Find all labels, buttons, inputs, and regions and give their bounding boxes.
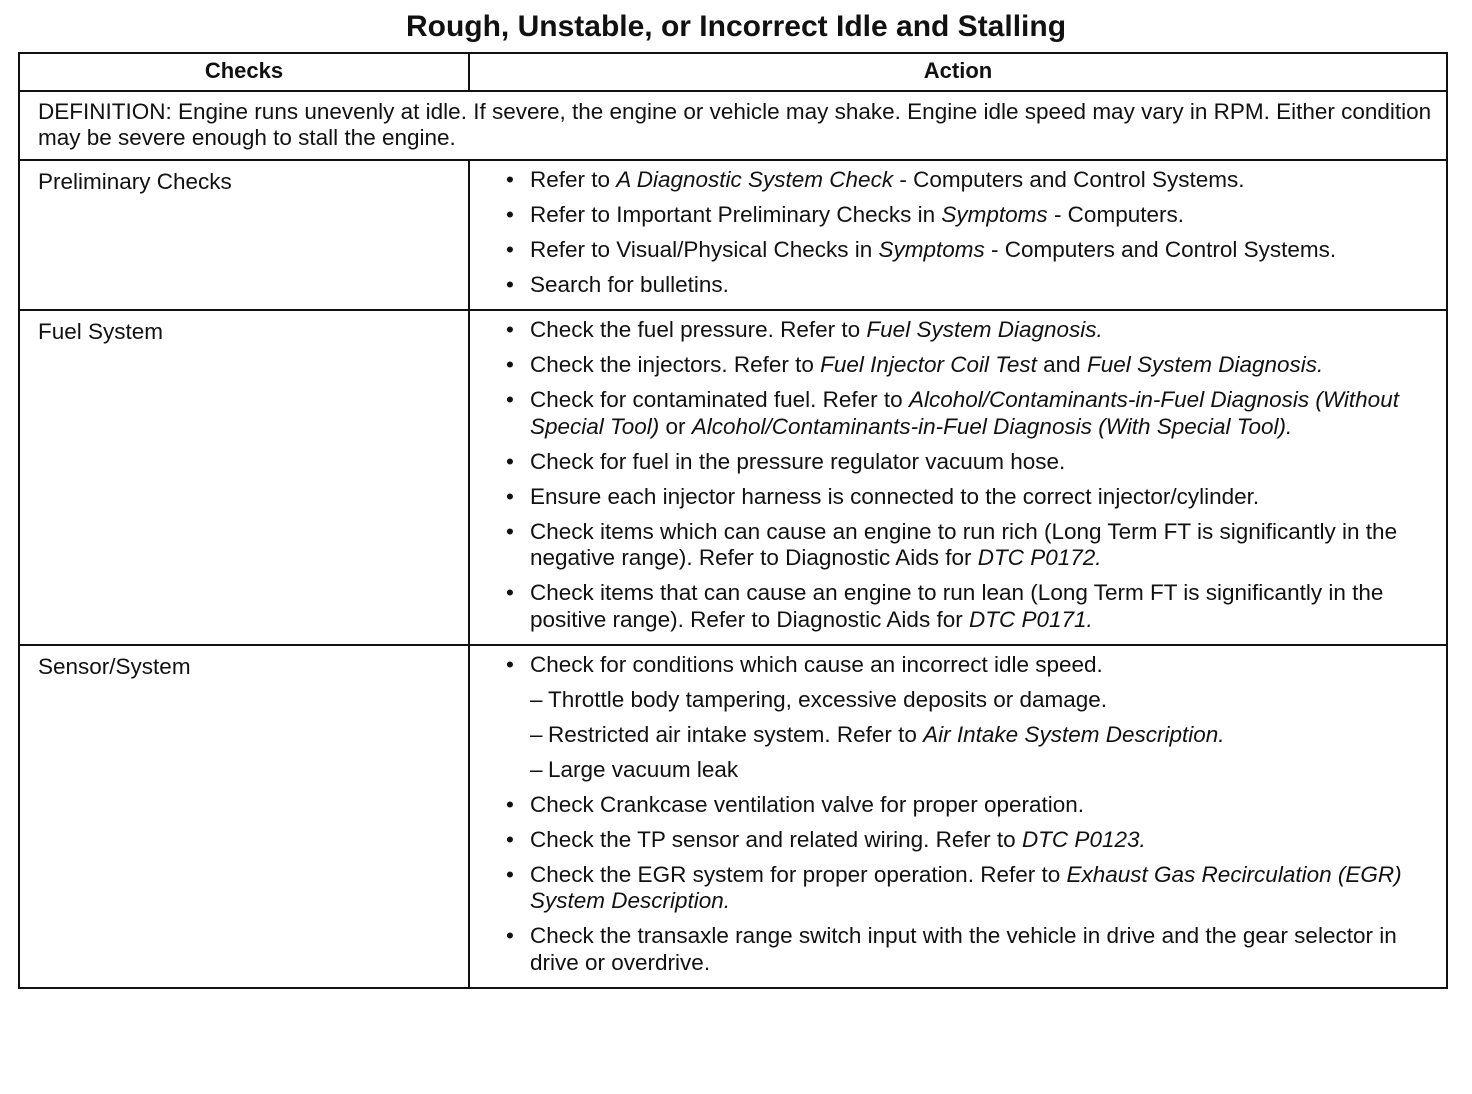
check-label: Preliminary Checks [19,160,469,310]
action-item: • Refer to Visual/Physical Checks in Symptoms - Computers and Control Systems. [506,237,1442,264]
check-label: Fuel System [19,310,469,645]
action-item: • Check the transaxle range switch input with the vehicle in drive and the gear selector in drive or overdrive. [506,923,1442,976]
action-item: • Check Crankcase ventilation valve for proper operation. [506,792,1442,819]
action-item: • Check for conditions which cause an incorrect idle speed. [506,652,1442,679]
action-item: • Check the fuel pressure. Refer to Fuel System Diagnosis. [506,317,1442,344]
action-cell [469,310,1447,645]
action-item: • Check items which can cause an engine to run rich (Long Term FT is significantly in the negative range). Refer to Diagnostic Aids for DTC P0172. [506,519,1442,572]
action-item: • Refer to Important Preliminary Checks in Symptoms - Computers. [506,202,1442,229]
section-row-fuel-system [19,310,1447,645]
action-cell [469,160,1447,310]
action-item: • Check the injectors. Refer to Fuel Injector Coil Test and Fuel System Diagnosis. [506,352,1442,379]
definition-text: DEFINITION: Engine runs unevenly at idle. If severe, the engine or vehicle may shake. Engine idle speed may vary in RPM. Either condition may be severe enough to stall the engine. [19,91,1447,160]
action-item: • Check the EGR system for proper operation. Refer to Exhaust Gas Recirculation (EGR) System Description. [506,862,1442,915]
action-item: • Check the TP sensor and related wiring. Refer to DTC P0123. [506,827,1442,854]
action-list [506,652,1442,977]
action-item: • Check items that can cause an engine to run lean (Long Term FT is significantly in the positive range). Refer to Diagnostic Aids for DTC P0171. [506,580,1442,633]
action-item: • Refer to A Diagnostic System Check - Computers and Control Systems. [506,167,1442,194]
definition-row [19,91,1447,160]
action-list [506,317,1442,633]
action-item: • Search for bulletins. [506,272,1442,299]
page-title: Rough, Unstable, or Incorrect Idle and Stalling [405,10,1067,43]
section-row-sensor-system [19,645,1447,988]
action-item: • Ensure each injector harness is connected to the correct injector/cylinder. [506,484,1442,511]
diagnostic-table [18,52,1448,989]
action-list [506,167,1442,299]
action-sub-item: – Throttle body tampering, excessive deposits or damage. [506,687,1442,714]
section-row-preliminary-checks [19,160,1447,310]
action-sub-item: – Restricted air intake system. Refer to Air Intake System Description. [506,722,1442,749]
action-item: • Check for fuel in the pressure regulator vacuum hose. [506,449,1442,476]
column-header-checks: Checks [19,53,469,91]
action-sub-item: – Large vacuum leak [506,757,1442,784]
check-label: Sensor/System [19,645,469,988]
column-header-action: Action [469,53,1447,91]
action-cell [469,645,1447,988]
table-header-row [19,53,1447,91]
action-item: • Check for contaminated fuel. Refer to Alcohol/Contaminants-in-Fuel Diagnosis (Without Special Tool) or Alcohol/Contaminants-in-Fuel Diagnosis (With Special Tool). [506,387,1442,440]
